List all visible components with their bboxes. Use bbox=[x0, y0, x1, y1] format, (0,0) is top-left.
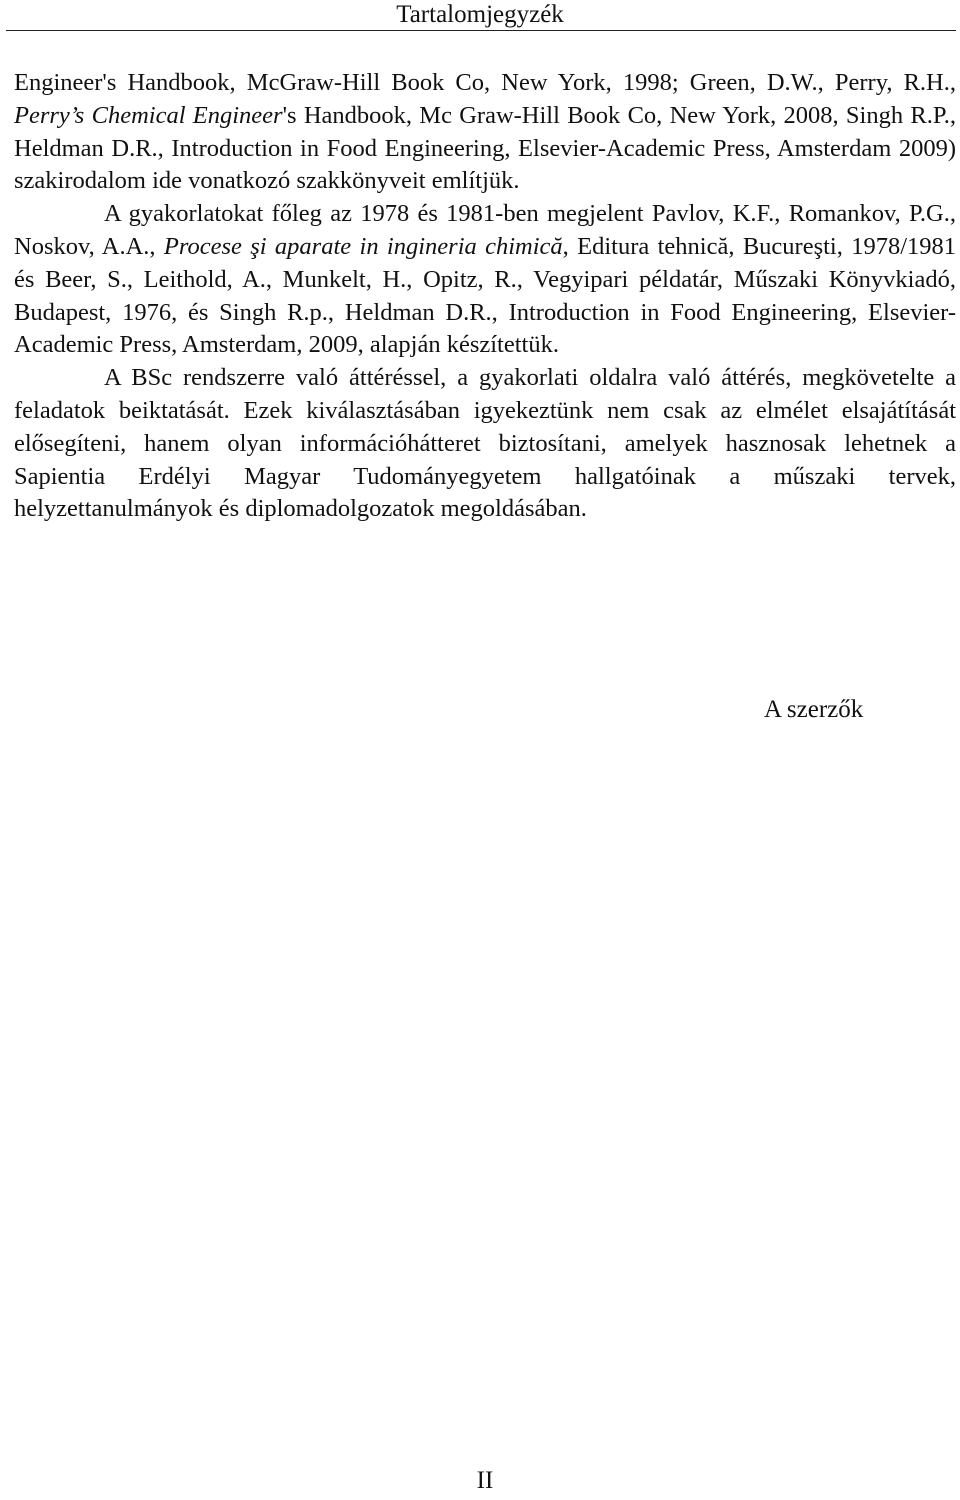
paragraph-1-book-title: Perry’s Chemical Engineer bbox=[14, 101, 283, 129]
paragraph-1 bbox=[14, 67, 956, 198]
author-signature: A szerzők bbox=[764, 696, 864, 723]
paragraph-2 bbox=[14, 198, 956, 362]
paragraph-1-text-a: Engineer's Handbook, McGraw-Hill Book Co, New York, 1998; Green, D.W., Perry, R.H., bbox=[14, 69, 956, 96]
header-rule bbox=[6, 30, 956, 31]
paragraph-2-book-title: Procese şi aparate in ingineria chimică bbox=[163, 232, 563, 260]
paragraph-2-text-b: , Editura tehnică, Bucureşti, 1978/1981 és Beer, S., Leithold, A., Munkelt, H., Opitz, R., Vegyipari példatár, Műszaki Könyvkiadó, Budapest, 1976, és Singh R.p., Heldman D.R., Introduction in Food Engineering, Elsevier-Academic Press, Amsterdam, 2009, alapján készítettük. bbox=[14, 232, 956, 359]
page-number: II bbox=[476, 1467, 494, 1494]
paragraph-1-text-b: 's Handbook, Mc Graw-Hill Book Co, New York, 2008, Singh R.P., Heldman D.R., Introduction in Food Engineering, Elsevier-Academic Press, Amsterdam 2009) szakirodalom ide vonatkozó szakkönyveit említjük. bbox=[14, 101, 957, 195]
paragraph-2-text-a: A gyakorlatokat főleg az 1978 és 1981-ben megjelent Pavlov, K.F., Romankov, P.G., Noskov, A.A., bbox=[14, 200, 956, 260]
preface-body bbox=[14, 67, 956, 526]
paragraph-3-text: A BSc rendszerre való áttéréssel, a gyakorlati oldalra való áttérés, megkövetelte a feladatok beiktatását. Ezek kiválasztásában igyekeztünk nem csak az elmélet elsajátítását elősegíteni, hanem olyan információhátteret biztosítani, amelyek hasznosak lehetnek a Sapientia Erdélyi Magyar Tudományegyetem hallgatóinak a műszaki tervek, helyzettanulmányok és diplomadolgozatok megoldásában. bbox=[14, 364, 956, 523]
running-header: Tartalomjegyzék bbox=[396, 1, 564, 28]
paragraph-3 bbox=[14, 362, 956, 526]
